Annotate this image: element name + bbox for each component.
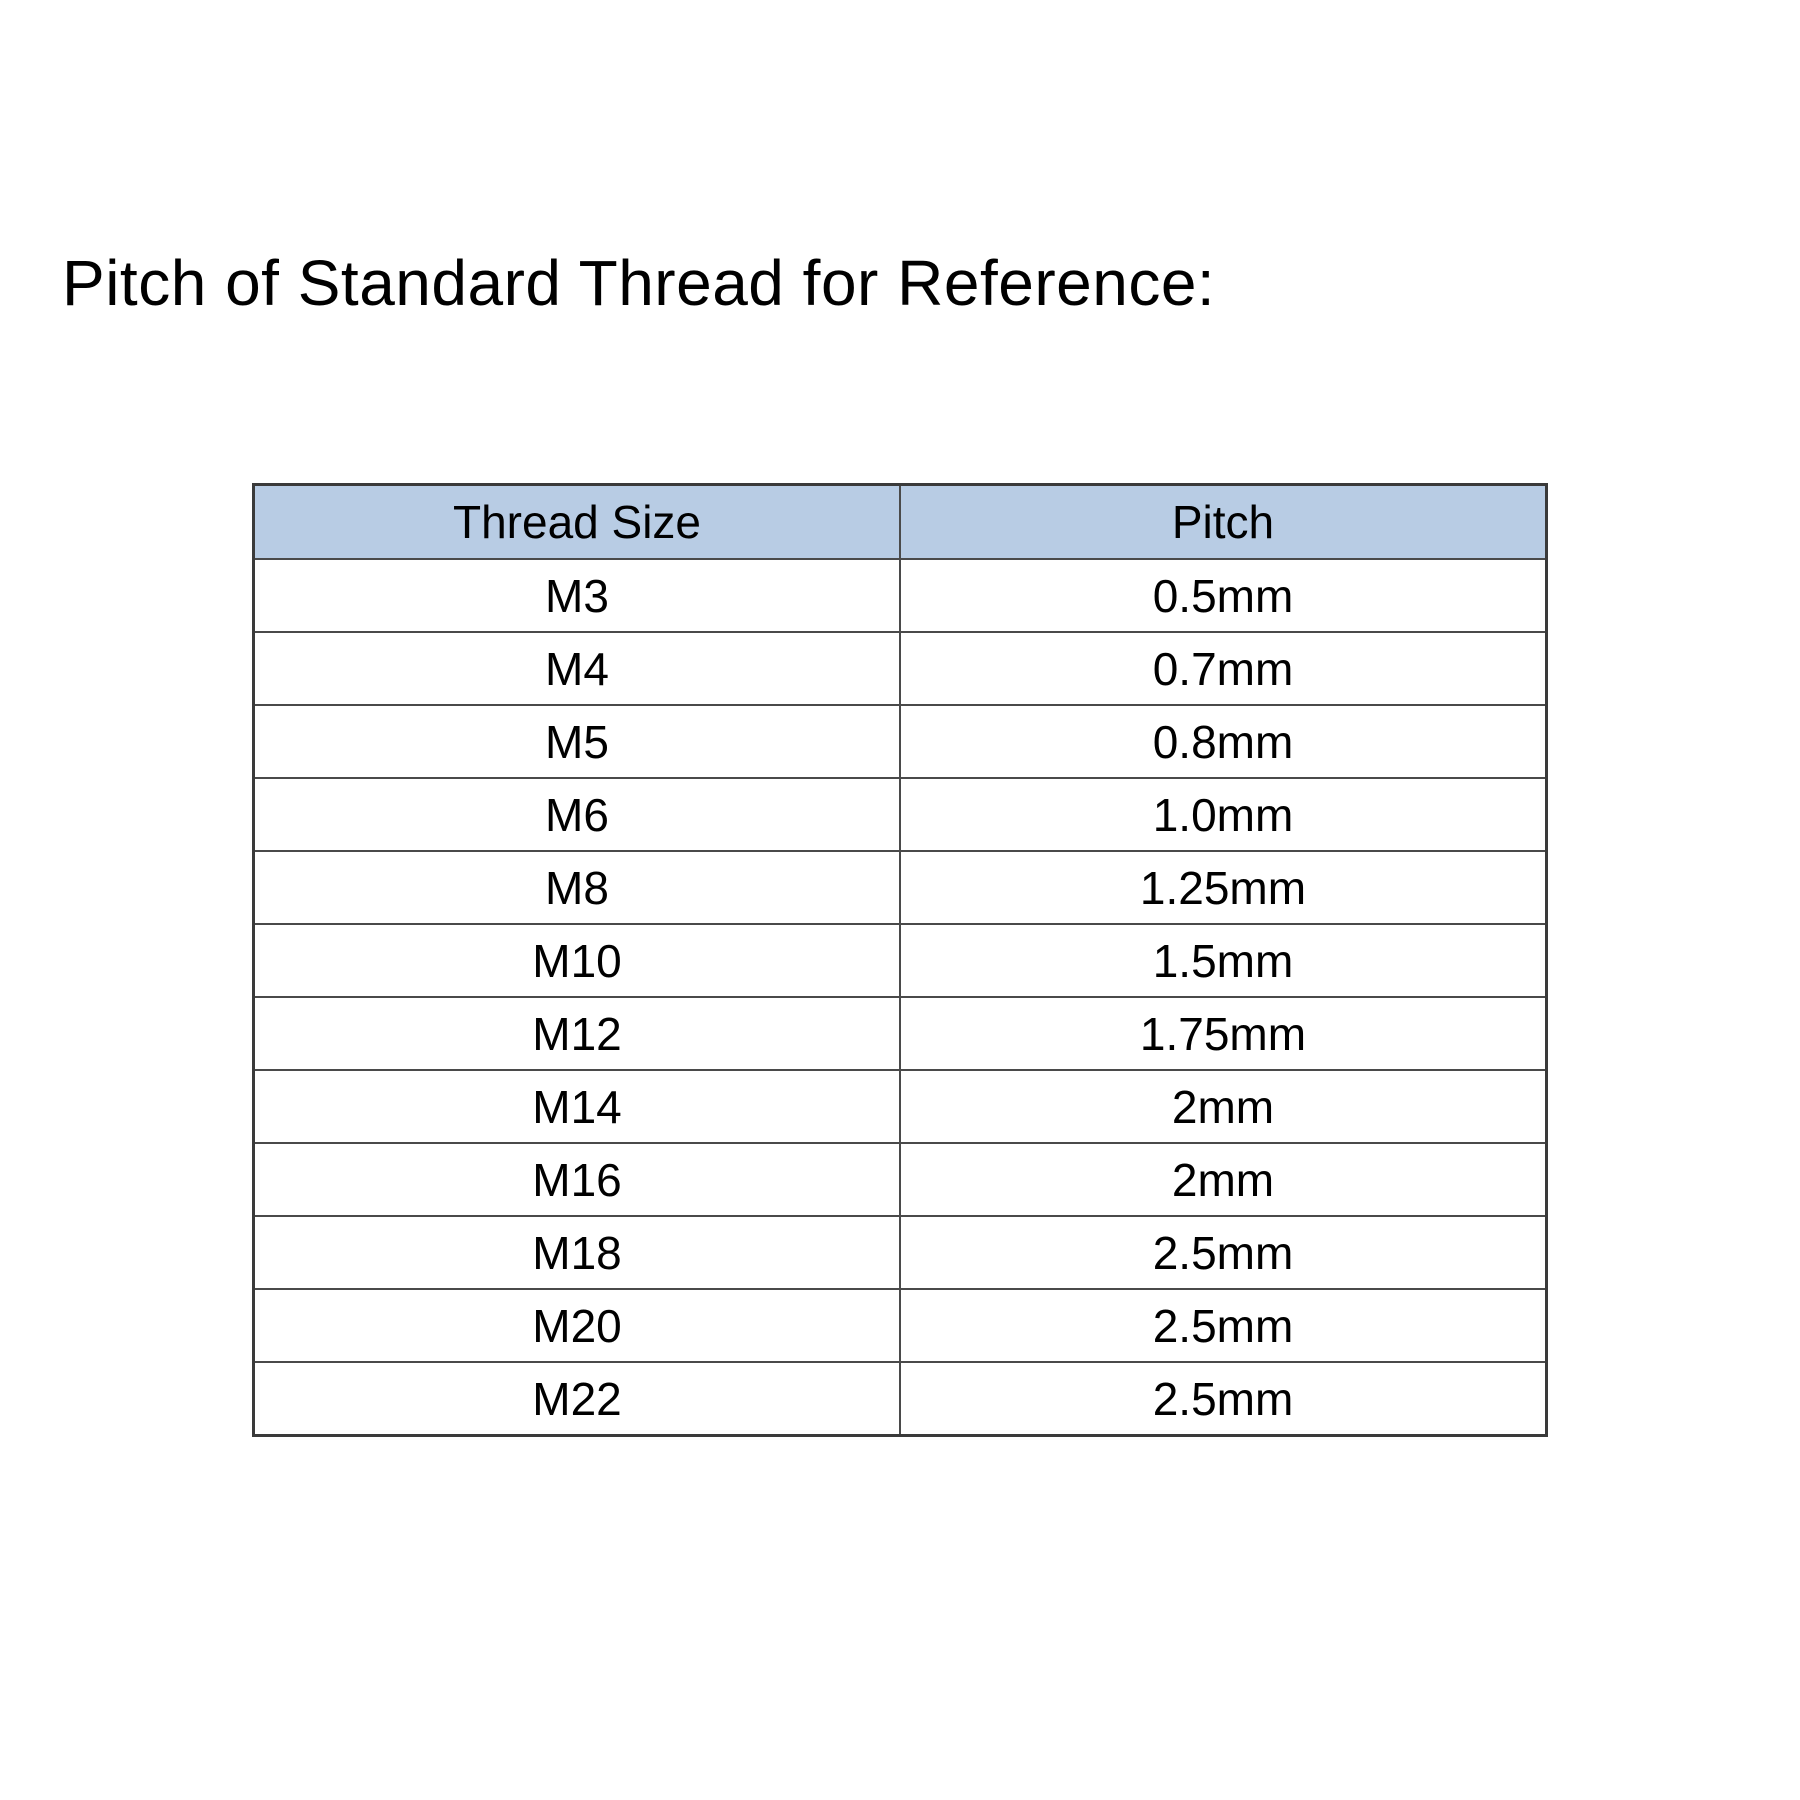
page-title: Pitch of Standard Thread for Reference: bbox=[62, 247, 1216, 319]
thread-size-cell: M5 bbox=[254, 705, 901, 778]
table-row bbox=[254, 924, 1547, 997]
pitch-cell: 2mm bbox=[900, 1070, 1547, 1143]
thread-size-cell: M10 bbox=[254, 924, 901, 997]
column-header-pitch: Pitch bbox=[900, 485, 1547, 560]
pitch-cell: 1.5mm bbox=[900, 924, 1547, 997]
pitch-cell: 1.75mm bbox=[900, 997, 1547, 1070]
table-row bbox=[254, 778, 1547, 851]
table-row bbox=[254, 632, 1547, 705]
pitch-cell: 1.0mm bbox=[900, 778, 1547, 851]
thread-size-cell: M3 bbox=[254, 559, 901, 632]
table-row bbox=[254, 1216, 1547, 1289]
pitch-cell: 2.5mm bbox=[900, 1216, 1547, 1289]
thread-size-cell: M14 bbox=[254, 1070, 901, 1143]
column-header-thread-size: Thread Size bbox=[254, 485, 901, 560]
table-row bbox=[254, 705, 1547, 778]
table-row bbox=[254, 1362, 1547, 1436]
pitch-cell: 2.5mm bbox=[900, 1362, 1547, 1436]
table-row bbox=[254, 559, 1547, 632]
table-row bbox=[254, 851, 1547, 924]
thread-size-cell: M20 bbox=[254, 1289, 901, 1362]
thread-size-cell: M12 bbox=[254, 997, 901, 1070]
pitch-cell: 0.5mm bbox=[900, 559, 1547, 632]
pitch-cell: 0.8mm bbox=[900, 705, 1547, 778]
table-row bbox=[254, 1143, 1547, 1216]
thread-size-cell: M22 bbox=[254, 1362, 901, 1436]
thread-size-cell: M6 bbox=[254, 778, 901, 851]
table-header-row bbox=[254, 485, 1547, 560]
table-row bbox=[254, 997, 1547, 1070]
pitch-cell: 1.25mm bbox=[900, 851, 1547, 924]
thread-size-cell: M8 bbox=[254, 851, 901, 924]
thread-size-cell: M18 bbox=[254, 1216, 901, 1289]
pitch-cell: 2.5mm bbox=[900, 1289, 1547, 1362]
pitch-cell: 2mm bbox=[900, 1143, 1547, 1216]
thread-size-cell: M4 bbox=[254, 632, 901, 705]
table-body bbox=[254, 559, 1547, 1436]
thread-size-cell: M16 bbox=[254, 1143, 901, 1216]
pitch-cell: 0.7mm bbox=[900, 632, 1547, 705]
table-header bbox=[254, 485, 1547, 560]
table-row bbox=[254, 1070, 1547, 1143]
thread-pitch-table bbox=[252, 483, 1548, 1437]
table-row bbox=[254, 1289, 1547, 1362]
